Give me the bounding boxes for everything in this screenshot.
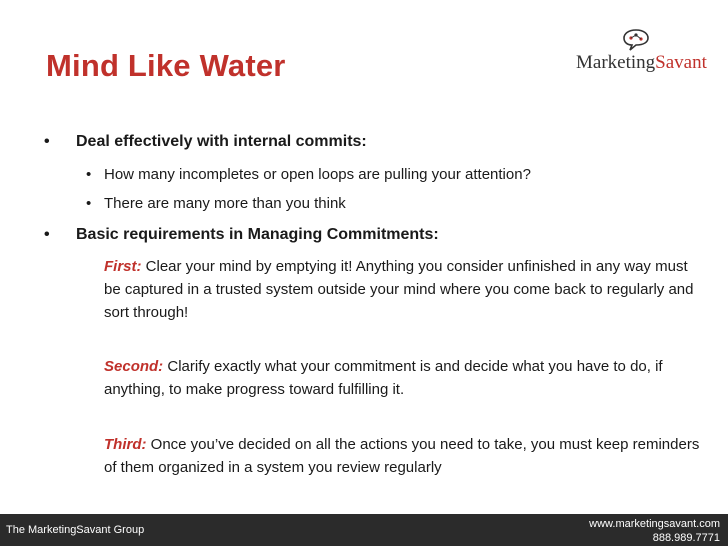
bullet-dot: • [44,133,50,150]
bullet-dot: • [44,226,50,243]
speech-bubble-network-icon [622,28,650,52]
step-text: Clear your mind by emptying it! Anything you consider unfinished in any way must be captured in a trusted system outside your mind where you come back to regularly and sort through! [104,258,694,321]
footer-contact [589,517,720,545]
footer-phone: 888.989.7771 [652,532,720,544]
logo-part-marketing: Marketing [576,52,656,73]
step-paragraph-first [104,255,704,324]
step-text: Clarify exactly what your commitment is and decide what you have to do, if anything, to make progress toward fulfilling it. [104,358,663,398]
step-lead: First: [104,258,142,275]
footer-bar [0,514,728,546]
marketingsavant-logo [576,28,716,78]
sub-bullet-dot: • [86,195,92,212]
slide-title: Mind Like Water [46,48,286,83]
step-lead: Second: [104,358,164,375]
bullet-text: Deal effectively with internal commits: [76,133,367,150]
sub-bullet-text: How many incompletes or open loops are pulling your attention? [104,166,531,183]
step-paragraph-second [104,355,704,401]
step-paragraph-third [104,433,704,479]
step-text: Once you’ve decided on all the actions you need to take, you must keep reminders of them organized in a system you review regularly [104,436,700,476]
logo-wordmark [576,52,707,74]
sub-bullet-dot: • [86,166,92,183]
sub-bullet-text: There are many more than you think [104,195,346,212]
bullet-text: Basic requirements in Managing Commitments: [76,226,439,243]
footer-website: www.marketingsavant.com [589,518,720,530]
footer-company: The MarketingSavant Group [6,524,145,536]
step-lead: Third: [104,436,147,453]
logo-part-savant: Savant [655,52,707,73]
